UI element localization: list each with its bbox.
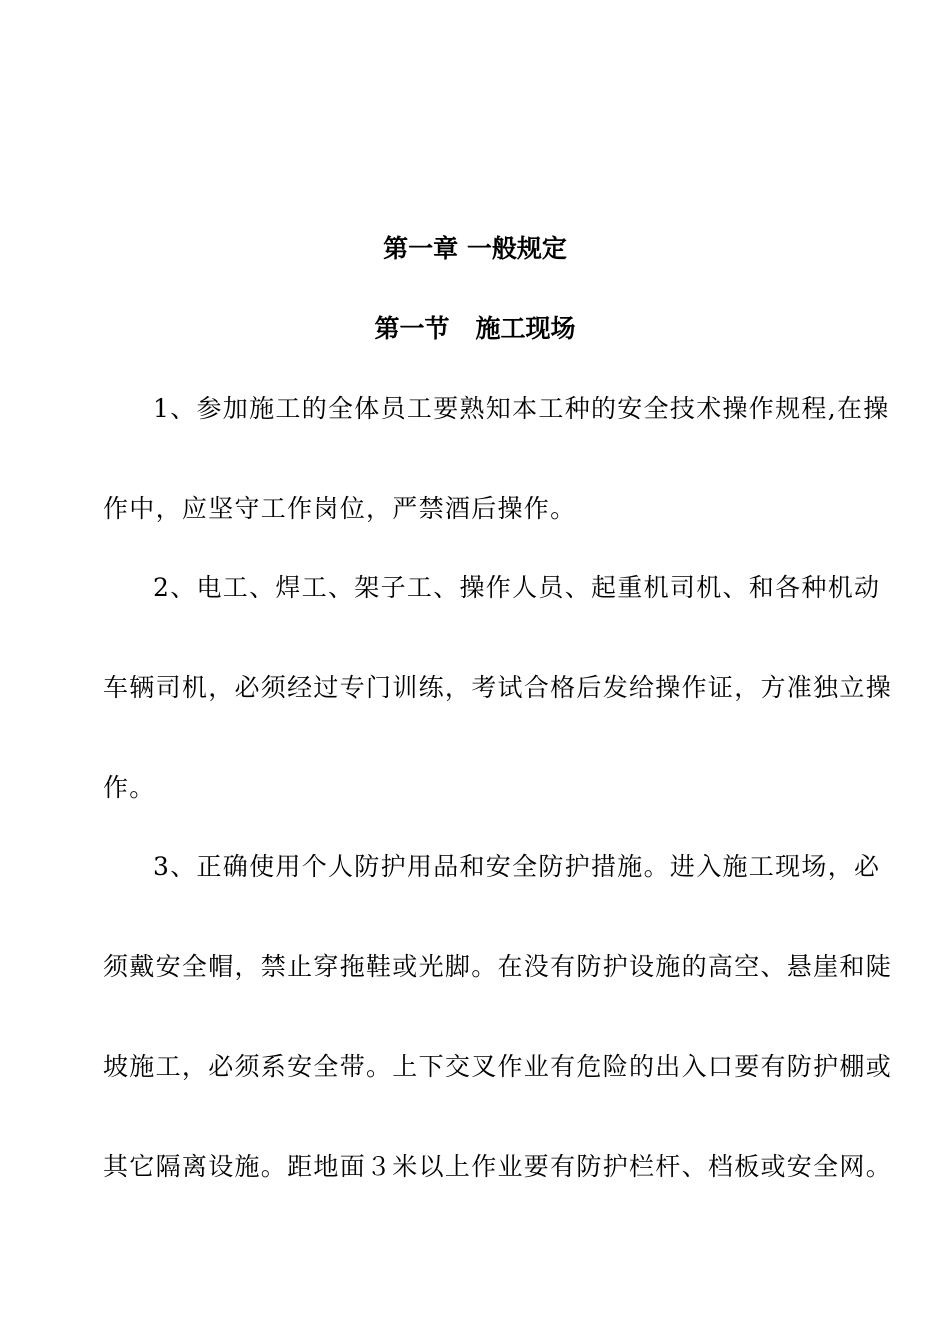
paragraph-line: 其它隔离设施。距地面３米以上作业要有防护栏杆、档板或安全网。 [103, 1152, 893, 1181]
paragraph-line: 3、正确使用个人防护用品和安全防护措施。进入施工现场，必 [153, 852, 881, 881]
chapter-title: 第一章 一般规定 [383, 234, 567, 263]
section-title: 第一节 施工现场 [374, 314, 576, 343]
paragraph-line: 坡施工，必须系安全带。上下交叉作业有危险的出入口要有防护棚或 [103, 1052, 893, 1081]
paragraph-line: 作。 [103, 773, 156, 802]
paragraph-line: 作中，应坚守工作岗位，严禁酒后操作。 [103, 494, 577, 523]
paragraph-line: 车辆司机，必须经过专门训练，考试合格后发给操作证，方准独立操 [103, 673, 893, 702]
paragraph-line: 须戴安全帽，禁止穿拖鞋或光脚。在没有防护设施的高空、悬崖和陡 [103, 952, 893, 981]
paragraph-line: 1、参加施工的全体员工要熟知本工种的安全技术操作规程,在操 [153, 394, 890, 423]
paragraph-line: 2、电工、焊工、架子工、操作人员、起重机司机、和各种机动 [153, 573, 881, 602]
